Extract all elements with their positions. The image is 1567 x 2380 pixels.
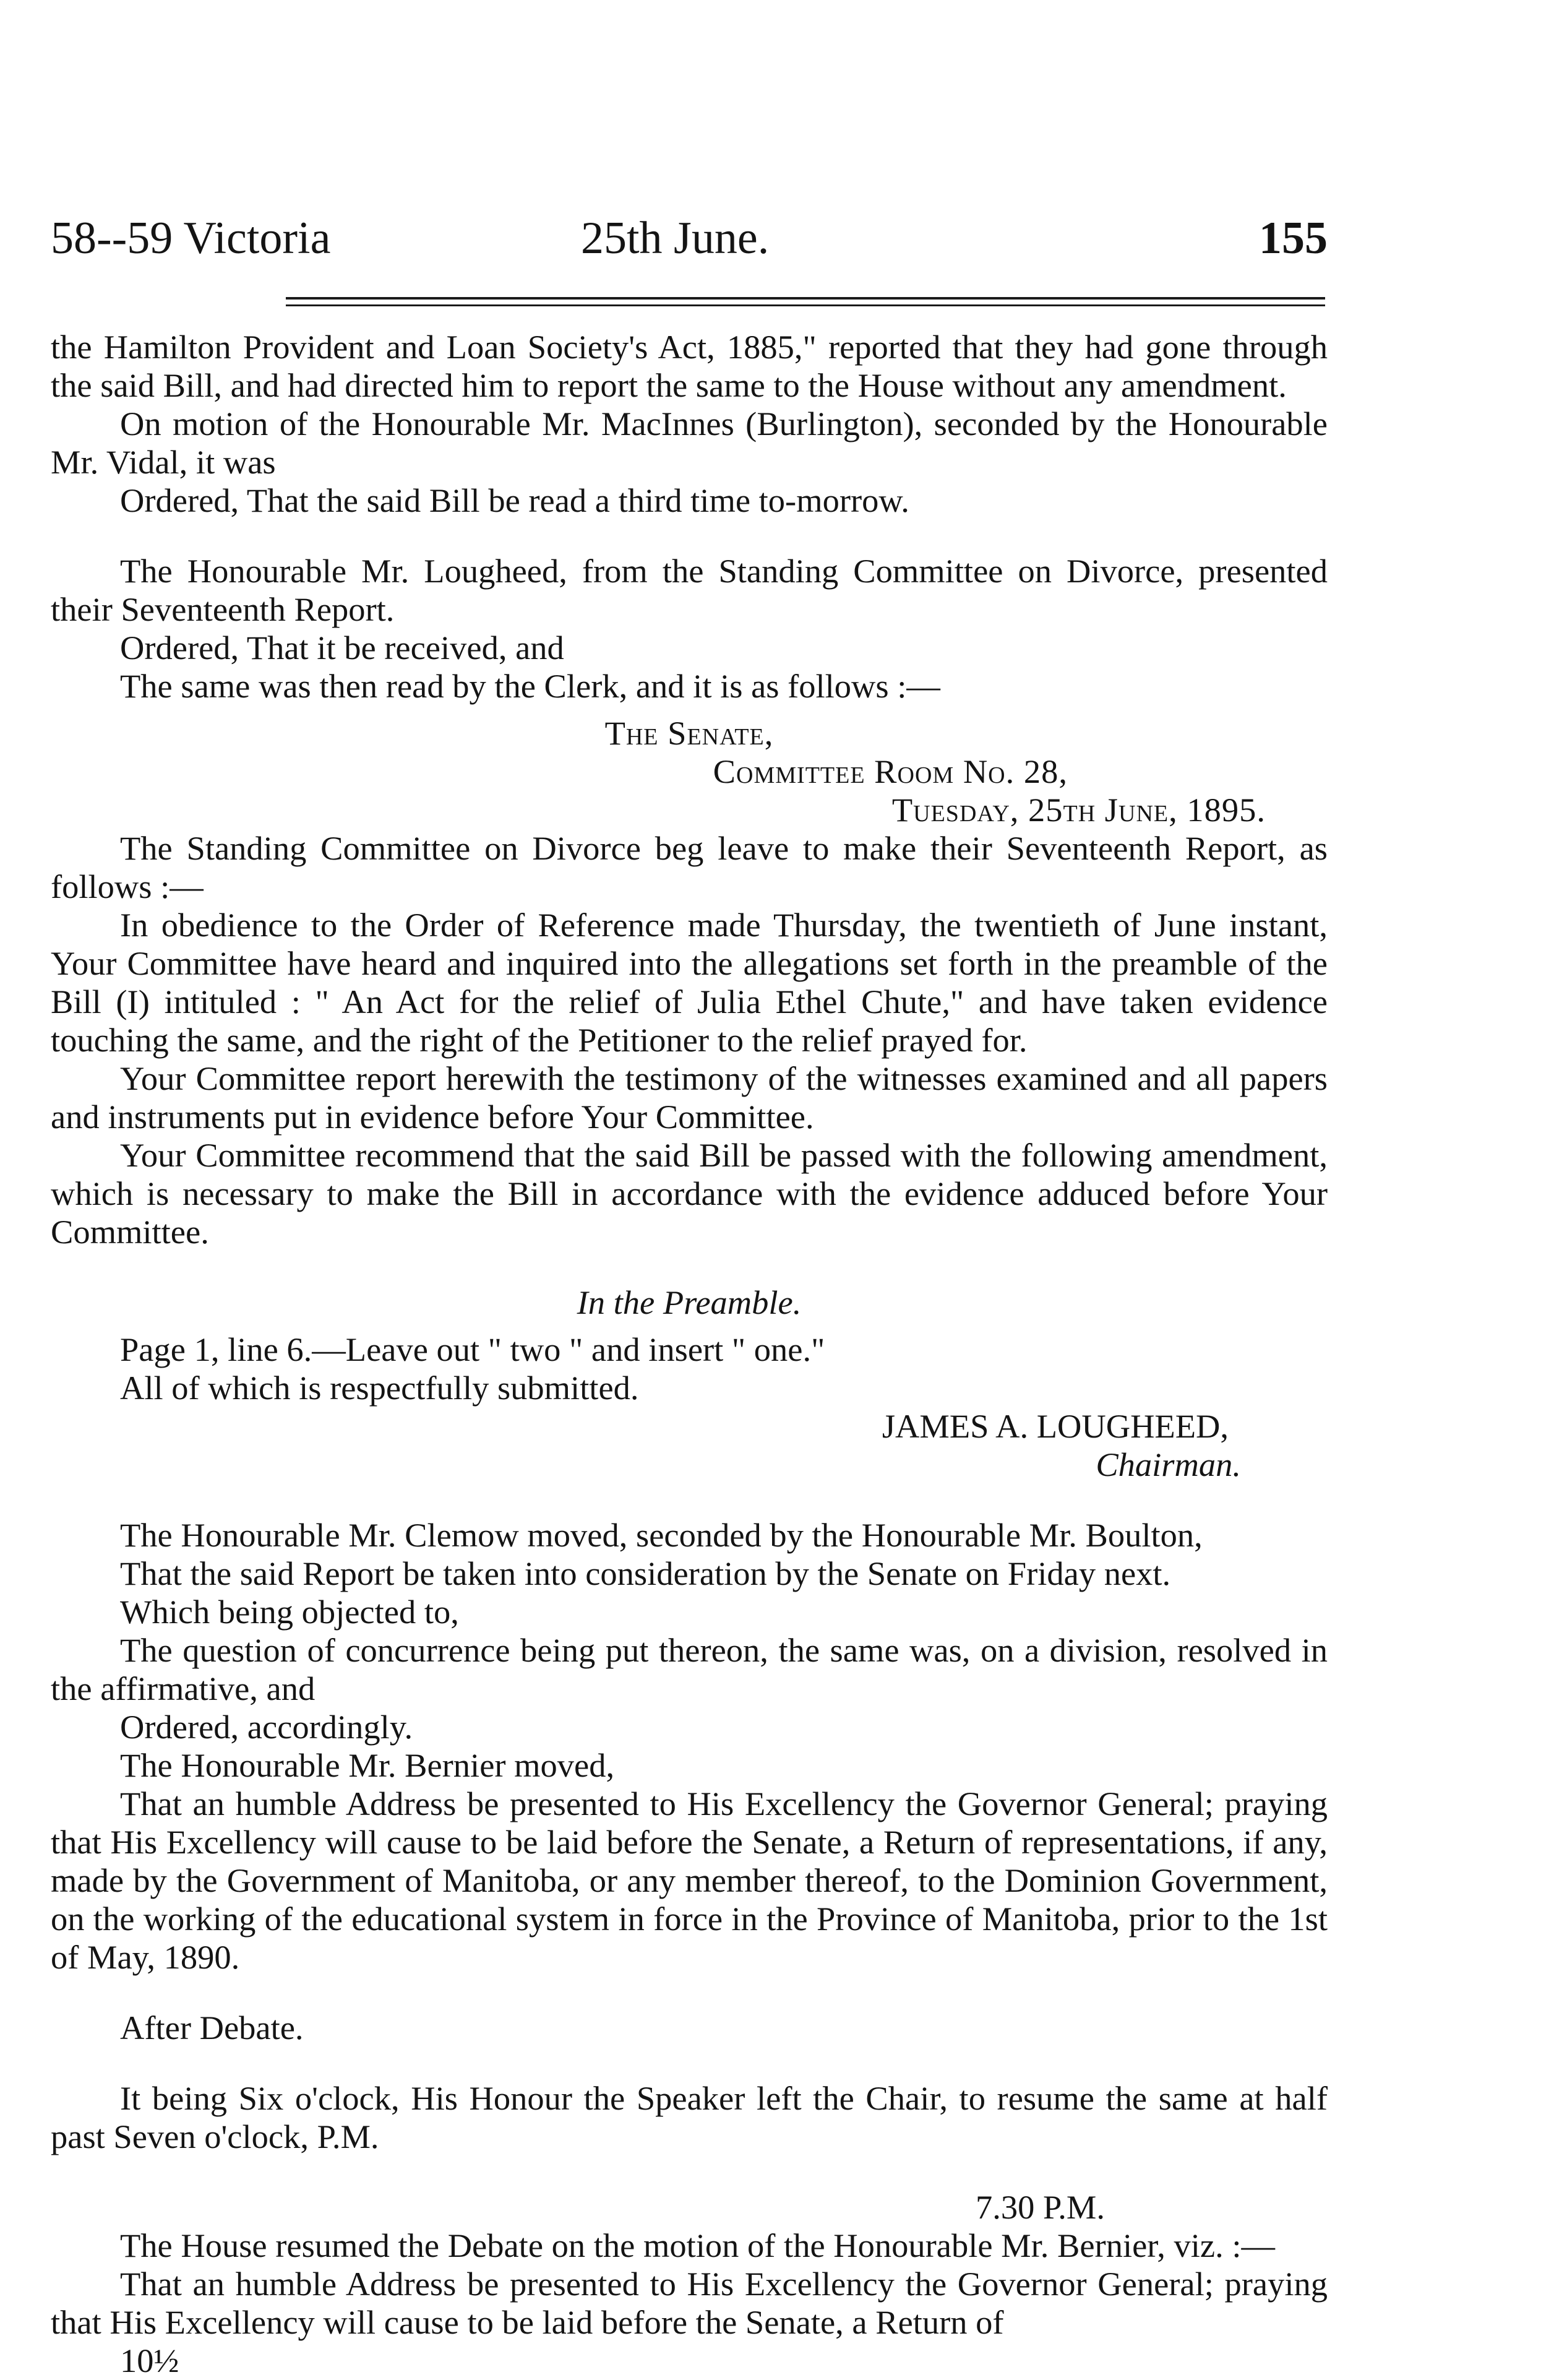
paragraph: All of which is respectfully submitted. — [120, 1369, 639, 1407]
paragraph: The question of concurrence being put thereon, the same was, on a division, resolved in the affirmative, and — [51, 1631, 1328, 1707]
evening-time: 7.30 P.M. — [976, 2188, 1105, 2226]
header-rule-top — [286, 297, 1325, 300]
paragraph: the Hamilton Provident and Loan Society's Act, 1885," reported that they had gone through the said Bill, and had directed him to report the same to the House without any amendment. — [51, 328, 1328, 404]
paragraph: The same was then read by the Clerk, and it is as follows :— — [120, 667, 940, 705]
paragraph: That an humble Address be presented to His Excellency the Governor General; praying that His Excellency will cause to be laid before the Senate, a Return of representations, if any, made by the Government of Manitoba, or any member thereof, to the Dominion Government, on the working of the educational system in force in the Province of Manitoba, prior to the 1st of May, 1890. — [51, 1785, 1328, 1976]
signature-title: Chairman. — [1096, 1446, 1241, 1483]
paragraph: That an humble Address be presented to His Excellency the Governor General; praying that His Excellency will cause to be laid before the Senate, a Return of — [51, 2265, 1328, 2341]
header-rule-bottom — [286, 304, 1325, 306]
page-body — [51, 328, 1328, 2380]
running-header — [51, 204, 1328, 272]
report-committee-room: Committee Room No. 28, — [713, 752, 1068, 790]
paragraph: Ordered, accordingly. — [120, 1708, 413, 1746]
paragraph: That the said Report be taken into consideration by the Senate on Friday next. — [120, 1554, 1171, 1592]
paragraph: On motion of the Honourable Mr. MacInnes (Burlington), seconded by the Honourable Mr. Vidal, it was — [51, 405, 1328, 481]
report-senate-heading: The Senate, — [604, 714, 774, 752]
paragraph: Ordered, That it be received, and — [120, 629, 564, 666]
paragraph: Ordered, That the said Bill be read a third time to-morrow. — [120, 481, 909, 519]
paragraph: The House resumed the Debate on the motion of the Honourable Mr. Bernier, viz. :— — [120, 2227, 1275, 2264]
header-session: 58--59 Victoria — [51, 213, 331, 264]
paragraph: In obedience to the Order of Reference made Thursday, the twentieth of June instant, Your Committee have heard and inquired into the allegations set forth in the preamble of the Bill (I) intituled : " An Act for the relief of Julia Ethel Chute," and have taken evidence touching the same, and the right of the Petitioner to the relief prayed for. — [51, 906, 1328, 1059]
report-date: Tuesday, 25th June, 1895. — [891, 791, 1266, 829]
signature-name: JAMES A. LOUGHEED, — [882, 1407, 1229, 1445]
preamble-heading: In the Preamble. — [577, 1283, 802, 1321]
paragraph: Page 1, line 6.—Leave out " two " and insert " one." — [120, 1330, 825, 1368]
paragraph: Your Committee recommend that the said Bill be passed with the following amendment, which is necessary to make the Bill in accordance with the evidence adduced before Your Committee. — [51, 1136, 1328, 1251]
paragraph: The Honourable Mr. Bernier moved, — [120, 1746, 615, 1784]
header-date: 25th June. — [581, 213, 770, 264]
page-number: 155 — [1259, 213, 1328, 264]
paragraph: The Honourable Mr. Clemow moved, seconded by the Honourable Mr. Boulton, — [120, 1516, 1203, 1554]
paragraph: Which being objected to, — [120, 1593, 459, 1631]
paragraph: It being Six o'clock, His Honour the Speaker left the Chair, to resume the same at half past Seven o'clock, P.M. — [51, 2079, 1328, 2155]
paragraph: Your Committee report herewith the testimony of the witnesses examined and all papers and instruments put in evidence before Your Committee. — [51, 1059, 1328, 1136]
paragraph: The Honourable Mr. Lougheed, from the Standing Committee on Divorce, presented their Seventeenth Report. — [51, 552, 1328, 628]
signature-mark: 10½ — [120, 2342, 179, 2379]
paragraph: After Debate. — [120, 2009, 304, 2046]
paragraph: The Standing Committee on Divorce beg leave to make their Seventeenth Report, as follows :— — [51, 829, 1328, 905]
